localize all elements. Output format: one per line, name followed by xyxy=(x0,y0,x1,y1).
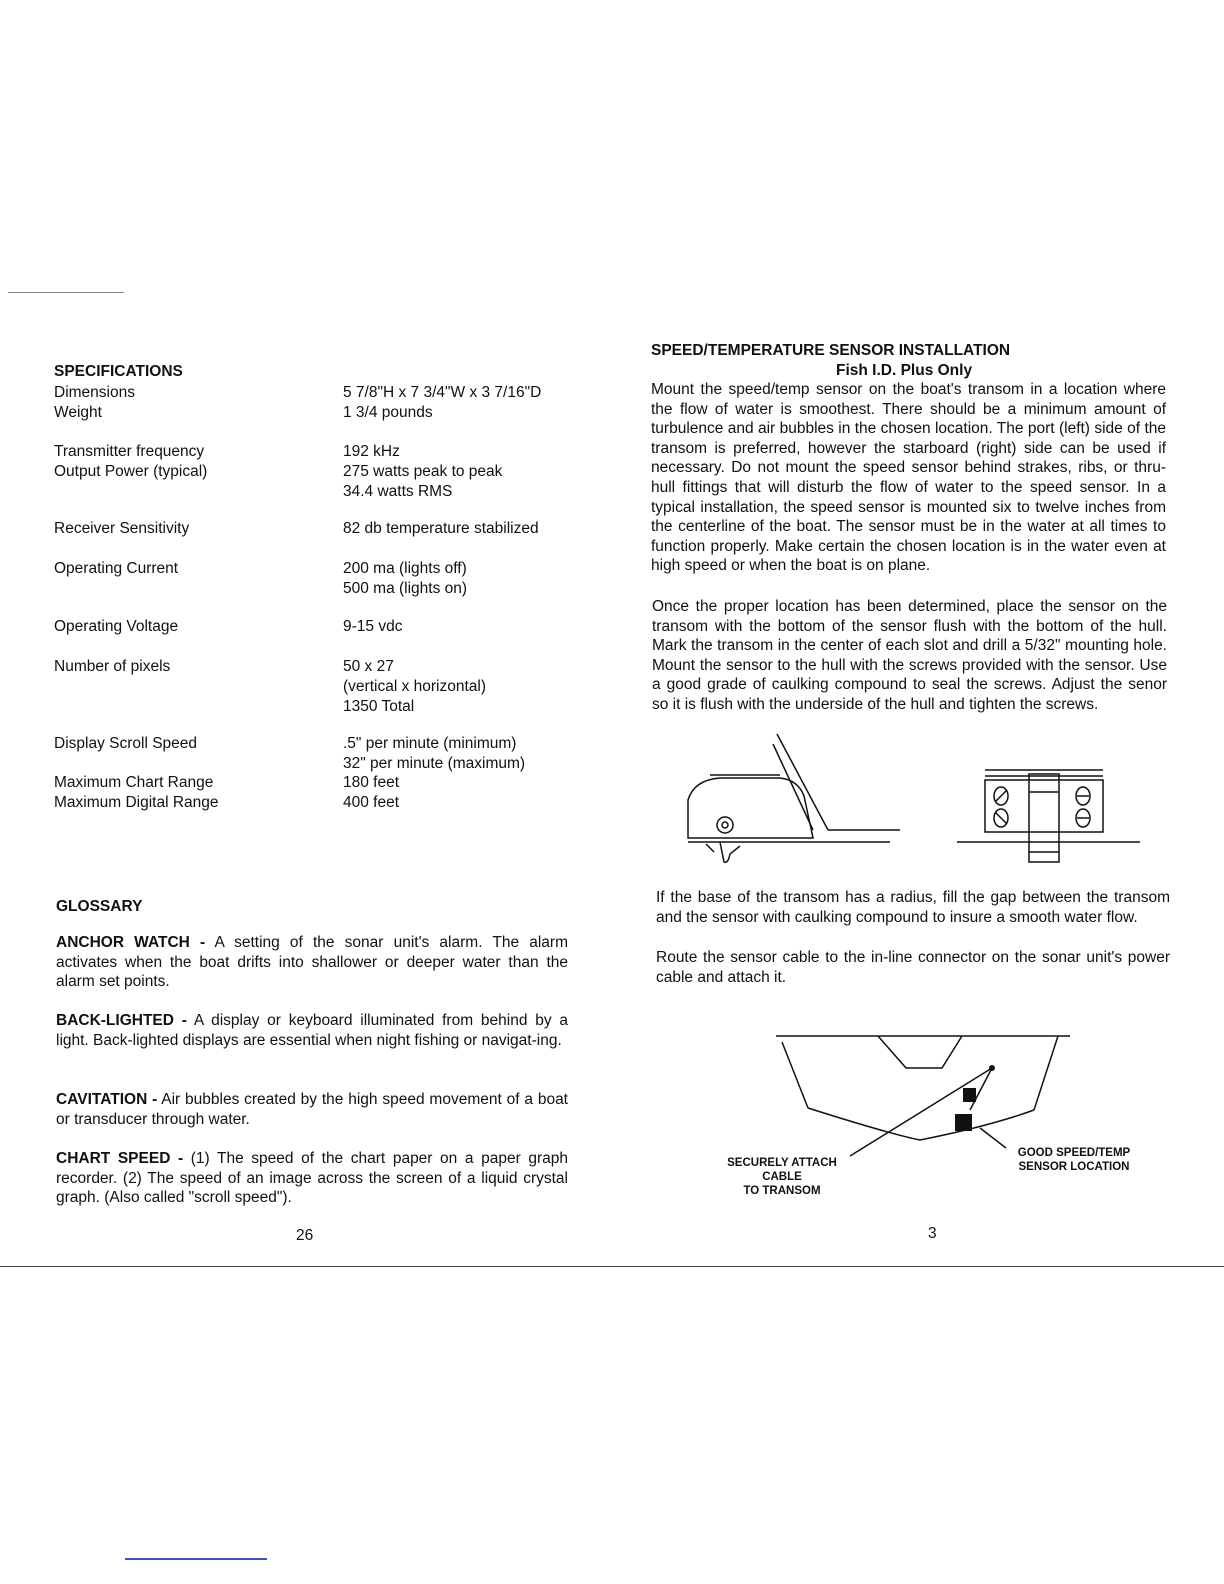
spec-label: Receiver Sensitivity xyxy=(54,520,190,537)
spec-value: .5" per minute (minimum) xyxy=(343,735,517,752)
stern-view-diagram xyxy=(770,1030,1080,1160)
paragraph-route-cable: Route the sensor cable to the in-line connector on the sonar unit's power cable and attach it. xyxy=(656,949,1170,986)
spec-value: (vertical x horizontal) xyxy=(343,678,486,695)
spec-value: 192 kHz xyxy=(343,443,400,460)
caption-line: TO TRANSOM xyxy=(743,1185,821,1197)
spec-value: 275 watts peak to peak xyxy=(343,463,503,480)
spec-value: 32" per minute (maximum) xyxy=(343,755,526,772)
caption-line: SENSOR LOCATION xyxy=(1018,1161,1130,1173)
caption-secure-cable xyxy=(726,1156,838,1198)
spec-label: Operating Current xyxy=(54,560,179,577)
sensor-side-view-diagram xyxy=(680,730,910,870)
glossary-definition: (1) The speed of the chart paper on a paper graph recorder. (2) The speed of an image across the screen of a liquid crystal graph. (Also called "scroll speed"). xyxy=(56,1150,568,1207)
glossary-entry xyxy=(56,933,568,992)
glossary-term: ANCHOR WATCH - xyxy=(56,934,206,951)
spec-value: 9-15 vdc xyxy=(343,618,403,635)
spec-label: Weight xyxy=(54,404,102,421)
glossary-definition: A display or keyboard illuminated from behind by a light. Back-lighted displays are essential when night fishing or navigat-ing. xyxy=(56,1012,569,1049)
glossary-definition: Air bubbles created by the high speed movement of a boat or transducer through water. xyxy=(56,1091,568,1128)
glossary-entry xyxy=(56,1149,568,1208)
glossary-term: CAVITATION - xyxy=(56,1091,158,1108)
top-rule xyxy=(8,292,124,293)
page-number-right: 3 xyxy=(928,1225,937,1242)
sensor-rear-view-diagram xyxy=(955,766,1145,866)
spec-value: 1350 Total xyxy=(343,698,415,715)
page-bottom-rule xyxy=(0,1266,1224,1267)
caption-line: SECURELY ATTACH xyxy=(727,1157,837,1169)
caption-line: GOOD SPEED/TEMP xyxy=(1017,1147,1131,1159)
spec-value: 200 ma (lights off) xyxy=(343,560,467,577)
glossary-entry xyxy=(56,1090,568,1129)
caption-sensor-location xyxy=(1006,1146,1142,1174)
paragraph-transom-radius: If the base of the transom has a radius, fill the gap between the transom and the sensor with caulking compound to insure a smooth water flow. xyxy=(656,889,1170,926)
spec-value: 5 7/8"H x 7 3/4"W x 3 7/16"D xyxy=(343,384,542,401)
spec-value: 82 db temperature stabilized xyxy=(343,520,539,537)
glossary-entry xyxy=(56,1011,568,1050)
specs-heading: SPECIFICATIONS xyxy=(54,363,183,380)
glossary-heading: GLOSSARY xyxy=(56,898,143,915)
spec-value: 50 x 27 xyxy=(343,658,394,675)
section-title: SPEED/TEMPERATURE SENSOR INSTALLATION xyxy=(651,342,1011,359)
glossary-term: CHART SPEED - xyxy=(56,1150,184,1167)
spec-label: Display Scroll Speed xyxy=(54,735,198,752)
caption-line: CABLE xyxy=(762,1171,802,1183)
spec-label: Operating Voltage xyxy=(54,618,179,635)
paragraph-mounting-procedure: Once the proper location has been determined, place the sensor on the transom with the bottom of the sensor flush with the bottom of the hull. Mark the transom in the center of each slot and drill a 5/32" mounting hole. Mount the sensor to the hull with the screws provided with the sensor. Use a good grade of caulking compound to seal the screws. Adjust the senor so it is flush with the underside of the hull and tighten the screws. xyxy=(652,598,1167,713)
page-number-left: 26 xyxy=(296,1227,314,1244)
spec-value: 34.4 watts RMS xyxy=(343,483,453,500)
bottom-link-rule xyxy=(125,1558,267,1560)
spec-label: Maximum Digital Range xyxy=(54,794,219,811)
spec-value: 180 feet xyxy=(343,774,400,791)
spec-label: Number of pixels xyxy=(54,658,171,675)
spec-value: 400 feet xyxy=(343,794,400,811)
spec-label: Output Power (typical) xyxy=(54,463,208,480)
spec-label: Maximum Chart Range xyxy=(54,774,214,791)
glossary-term: BACK-LIGHTED - xyxy=(56,1012,187,1029)
spec-label: Dimensions xyxy=(54,384,135,401)
spec-label: Transmitter frequency xyxy=(54,443,205,460)
paragraph-mounting-location: Mount the speed/temp sensor on the boat's transom in a location where the flow of water is smoothest. There should be a minimum amount of turbulence and air bubbles in the chosen location. The port (left) side of the transom is preferred, however the starboard (right) side can be used if necessary. Do not mount the speed sensor behind strakes, ribs, or thru-hull fittings that will disturb the flow of water to the speed sensor. In a typical installation, the speed sensor is mounted six to twelve inches from the centerline of the boat. The sensor must be in the water at all times to function properly. Make certain the chosen location is in the water even at high speed or when the boat is on plane. xyxy=(651,381,1166,575)
glossary-definition: A setting of the sonar unit's alarm. The alarm activates when the boat drifts into shallower or deeper water than the alarm set points. xyxy=(56,934,568,991)
spec-value: 500 ma (lights on) xyxy=(343,580,468,597)
section-subtitle: Fish I.D. Plus Only xyxy=(836,362,973,379)
spec-value: 1 3/4 pounds xyxy=(343,404,433,421)
